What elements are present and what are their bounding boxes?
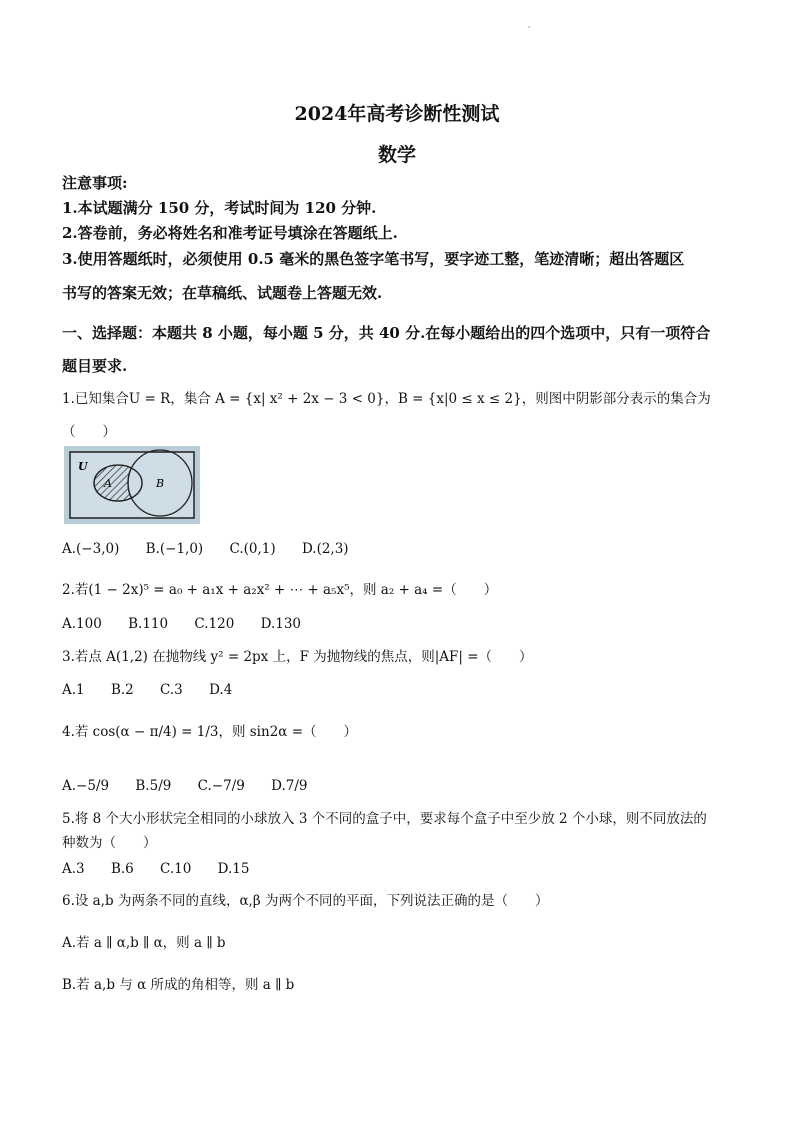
option-a: A.3 [62,861,85,877]
option-d: D.130 [260,616,302,632]
question-5-stem: 5.将 8 个大小形状完全相同的小球放入 3 个不同的盒子中，要求每个盒子中至少放 2 个小球，则不同放法的 [62,811,707,827]
question-1-stem: 1.已知集合U = R，集合 A = {x| x² + 2x − 3 < 0}，B = {x|0 ≤ x ≤ 2}，则图中阴影部分表示的集合为 [62,391,711,407]
option-b: B.5/9 [135,778,172,794]
option-b: B.(−1,0) [145,541,204,557]
option-c: C.(0,1) [229,541,276,557]
option-a: A.1 [62,682,85,698]
question-5-stem-cont: 种数为（ ） [62,835,157,851]
exam-subject: 数学 [377,144,416,166]
option-b: B.2 [110,682,134,698]
question-4-stem: 4.若 cos(α − π/4) = 1/3，则 sin2α =（ ） [62,724,358,740]
question-6-stem: 6.设 a,b 为两条不同的直线，α,β 为两个不同的平面，下列说法正确的是（ ） [62,893,549,909]
option-d: D.(2,3) [301,541,349,557]
question-1-stem-cont: （ ） [62,424,116,440]
venn-diagram [64,446,200,524]
scan-speck [528,26,530,28]
section-heading: 一、选择题：本题共 8 小题，每小题 5 分，共 40 分.在每小题给出的四个选项中，只有一项符合 [62,324,711,342]
venn-label-b: B [156,477,165,490]
question-5-options [62,859,271,879]
question-4-options [62,776,330,796]
section-heading-cont: 题目要求. [62,357,128,375]
notice-item-2: 2.答卷前，务必将姓名和准考证号填涂在答题纸上. [62,224,398,242]
option-a: A.100 [62,616,102,632]
option-c: C.10 [160,861,192,877]
option-a: A.(−3,0) [62,541,120,557]
notice-item-3-cont: 书写的答案无效；在草稿纸、试题卷上答题无效. [62,284,383,302]
option-d: D.4 [209,682,233,698]
option-d: D.7/9 [271,778,308,794]
question-1-options [62,539,371,559]
question-3-options [62,680,254,700]
option-c: C.−7/9 [197,778,245,794]
question-6-option-b: B.若 a,b 与 α 所成的角相等，则 a ∥ b [62,977,295,993]
question-6-option-a: A.若 a ∥ α,b ∥ α，则 a ∥ b [62,935,226,951]
option-b: B.6 [110,861,134,877]
option-c: C.3 [160,682,183,698]
question-3-stem: 3.若点 A(1,2) 在抛物线 y² = 2px 上，F 为抛物线的焦点，则|AF| =（ ） [62,649,533,665]
venn-label-u: U [78,460,88,473]
notice-heading: 注意事项: [62,174,128,192]
notice-item-1: 1.本试题满分 150 分，考试时间为 120 分钟. [62,199,377,217]
question-2-options [62,614,323,634]
option-b: B.110 [128,616,169,632]
option-a: A.−5/9 [62,778,110,794]
question-2-stem: 2.若(1 − 2x)⁵ = a₀ + a₁x + a₂x² + ⋯ + a₅x⁵，则 a₂ + a₄ =（ ） [62,582,498,598]
option-c: C.120 [194,616,235,632]
option-d: D.15 [217,861,250,877]
notice-item-3: 3.使用答题纸时，必须使用 0.5 毫米的黑色签字笔书写，要字迹工整，笔迹清晰；超出答题区 [62,250,685,268]
exam-title: 2024年高考诊断性测试 [294,103,500,125]
venn-label-a: A [104,477,112,490]
